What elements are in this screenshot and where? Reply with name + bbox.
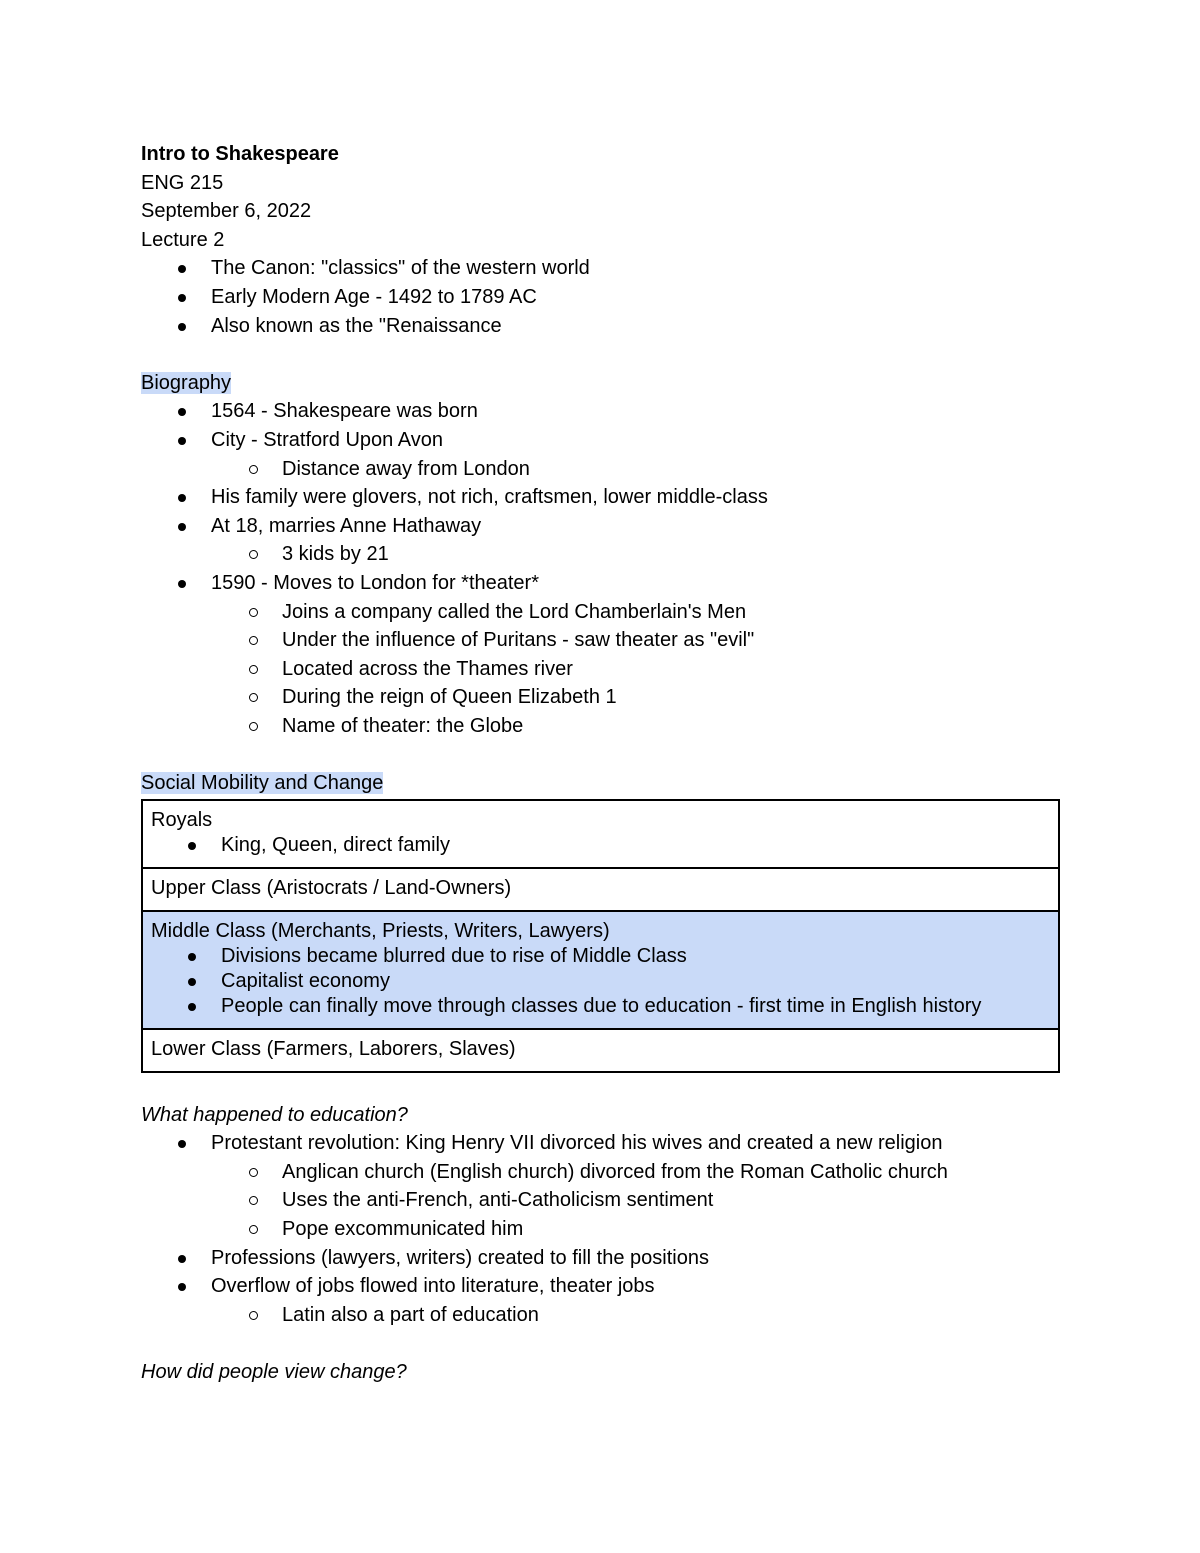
sub-list-item: 3 kids by 21 bbox=[141, 540, 1061, 569]
list-item: Also known as the "Renaissance bbox=[141, 312, 1061, 341]
sub-list-item: Name of theater: the Globe bbox=[141, 712, 1061, 741]
list-item: Capitalist economy bbox=[151, 969, 1050, 994]
biography-heading: Biography bbox=[141, 371, 232, 394]
royals-label: Royals bbox=[151, 808, 213, 831]
list-item: Early Modern Age - 1492 to 1789 AC bbox=[141, 283, 1061, 312]
list-item: King, Queen, direct family bbox=[151, 833, 1050, 858]
list-item: Divisions became blurred due to rise of Middle Class bbox=[151, 944, 1050, 969]
royals-cell bbox=[142, 800, 1059, 868]
list-item: City - Stratford Upon Avon bbox=[141, 426, 1061, 455]
list-item: Overflow of jobs flowed into literature, theater jobs bbox=[141, 1272, 1061, 1301]
lower-class-label: Lower Class (Farmers, Laborers, Slaves) bbox=[151, 1037, 516, 1060]
table-row bbox=[142, 1029, 1059, 1072]
document-page bbox=[141, 140, 1061, 1387]
lecture-number: Lecture 2 bbox=[141, 228, 225, 251]
sub-list-item: Distance away from London bbox=[141, 455, 1061, 484]
course-code: ENG 215 bbox=[141, 171, 224, 194]
sub-list-item: Anglican church (English church) divorced from the Roman Catholic church bbox=[141, 1158, 1061, 1187]
table-row bbox=[142, 868, 1059, 911]
upper-class-label: Upper Class (Aristocrats / Land-Owners) bbox=[151, 876, 512, 899]
upper-class-cell bbox=[142, 868, 1059, 911]
change-heading: How did people view change? bbox=[141, 1361, 407, 1383]
sub-list-item: Uses the anti-French, anti-Catholicism sentiment bbox=[141, 1186, 1061, 1215]
list-item: People can finally move through classes due to education - first time in English history bbox=[151, 994, 1050, 1019]
sub-list-item: Joins a company called the Lord Chamberlain's Men bbox=[141, 598, 1061, 627]
document-title: Intro to Shakespeare bbox=[141, 143, 339, 165]
intro-list bbox=[141, 254, 1061, 340]
social-heading: Social Mobility and Change bbox=[141, 772, 384, 795]
list-item: His family were glovers, not rich, craftsmen, lower middle-class bbox=[141, 483, 1061, 512]
sub-list-item: During the reign of Queen Elizabeth 1 bbox=[141, 683, 1061, 712]
table-row bbox=[142, 800, 1059, 868]
table-row bbox=[142, 911, 1059, 1029]
sub-list-item: Under the influence of Puritans - saw theater as "evil" bbox=[141, 626, 1061, 655]
biography-list bbox=[141, 397, 1061, 740]
sub-list-item: Latin also a part of education bbox=[141, 1301, 1061, 1330]
list-item: At 18, marries Anne Hathaway bbox=[141, 512, 1061, 541]
list-item: 1590 - Moves to London for *theater* bbox=[141, 569, 1061, 598]
sub-list-item: Located across the Thames river bbox=[141, 655, 1061, 684]
education-heading: What happened to education? bbox=[141, 1103, 408, 1126]
middle-class-label: Middle Class (Merchants, Priests, Writers, Lawyers) bbox=[151, 919, 610, 942]
list-item: 1564 - Shakespeare was born bbox=[141, 397, 1061, 426]
list-item: Professions (lawyers, writers) created to fill the positions bbox=[141, 1244, 1061, 1273]
sub-list-item: Pope excommunicated him bbox=[141, 1215, 1061, 1244]
middle-class-cell bbox=[142, 911, 1059, 1029]
education-list bbox=[141, 1129, 1061, 1329]
list-item: The Canon: "classics" of the western world bbox=[141, 254, 1061, 283]
list-item: Protestant revolution: King Henry VII divorced his wives and created a new religion bbox=[141, 1129, 1061, 1158]
lower-class-cell bbox=[142, 1029, 1059, 1072]
lecture-date: September 6, 2022 bbox=[141, 200, 312, 223]
social-class-table bbox=[141, 799, 1060, 1073]
